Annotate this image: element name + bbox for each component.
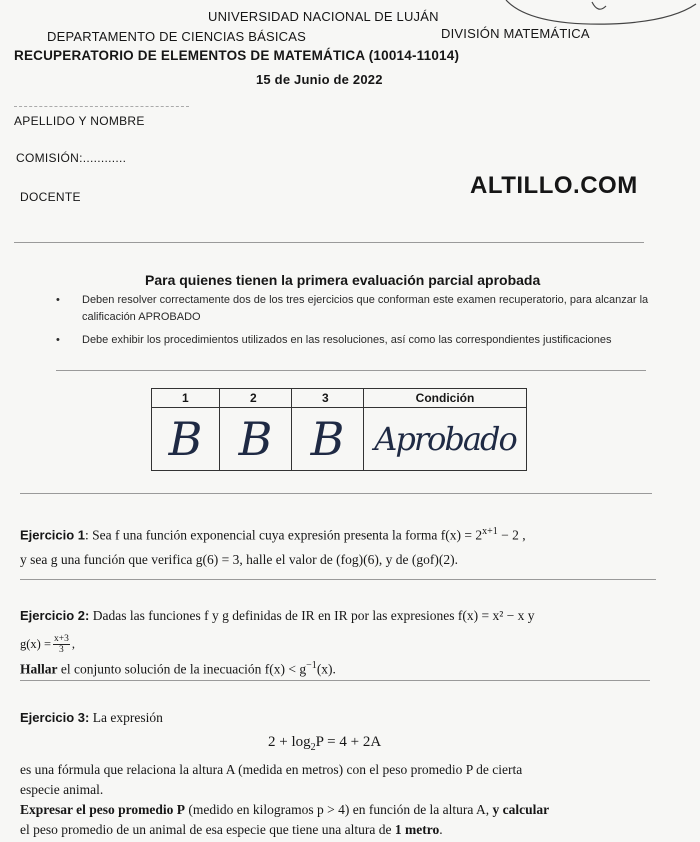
exercise-2-inverse: −1 bbox=[306, 660, 317, 671]
exercise-3-text-5-end: . bbox=[439, 822, 443, 837]
bullet-icon: • bbox=[56, 334, 60, 346]
instructions-heading: Para quienes tienen la primera evaluación parcial aprobada bbox=[145, 272, 541, 288]
exercise-3-bold-b: y calcular bbox=[492, 802, 550, 817]
exercise-3-bold-a: Expresar el peso promedio P bbox=[20, 802, 185, 817]
exercise-3-text-2: es una fórmula que relaciona la altura A (medida en metros) con el peso promedio P de cierta bbox=[20, 762, 523, 777]
exercise-2-rule bbox=[20, 680, 650, 681]
watermark-text: ALTILLO.COM bbox=[470, 172, 638, 199]
grade-cell-2: B bbox=[220, 408, 292, 471]
exercise-2-g-suffix: , bbox=[71, 637, 75, 651]
grade-header-2: 2 bbox=[220, 389, 292, 408]
instruction-item bbox=[56, 332, 651, 349]
exercise-2-text: Dadas las funciones f y g definidas de IR en IR por las expresiones f(x) = x² − x y bbox=[89, 608, 535, 623]
exercise-3-mid: (medido en kilogramos p > 4) en función de la altura A, bbox=[185, 802, 493, 817]
instruction-item bbox=[56, 292, 651, 326]
bullet-icon: • bbox=[56, 294, 60, 306]
division-name: DIVISIÓN MATEMÁTICA bbox=[441, 26, 590, 41]
exercise-1-rule bbox=[20, 579, 656, 580]
grades-table bbox=[151, 388, 527, 471]
exercise-2-text-3-end: (x). bbox=[316, 661, 336, 677]
exercise-3-text: La expresión bbox=[89, 710, 163, 725]
exercise-3-bold-c: 1 metro bbox=[394, 822, 440, 837]
exercise-1-text-end: − 2 , bbox=[497, 527, 526, 543]
exercise-1-text-2: y sea g una función que verifica g(6) = 3, halle el valor de (fog)(6), y de (gof)(2). bbox=[20, 551, 458, 567]
exercise-3 bbox=[20, 706, 690, 842]
exercise-1-lead: Ejercicio 1 bbox=[20, 527, 86, 543]
instruction-text: Debe exhibir los procedimientos utilizados en las resoluciones, así como las correspondientes justificaciones bbox=[82, 334, 612, 346]
instruction-text: Deben resolver correctamente dos de los tres ejercicios que conforman este examen recuperatorio, para alcanzar la calificación APROBADO bbox=[82, 294, 649, 323]
exercise-1 bbox=[20, 520, 670, 572]
exercise-2-g-prefix: g(x) = bbox=[20, 637, 51, 651]
fields-top-rule bbox=[14, 106, 189, 107]
teacher-field-label: DOCENTE bbox=[20, 190, 81, 204]
grade-header-1: 1 bbox=[152, 389, 220, 408]
department-name: DEPARTAMENTO DE CIENCIAS BÁSICAS bbox=[47, 29, 306, 44]
fraction-numerator: x+3 bbox=[54, 633, 69, 644]
table-rule bbox=[20, 493, 652, 494]
grade-cell-3: B bbox=[292, 408, 364, 471]
exercise-3-text-3: especie animal. bbox=[20, 782, 104, 797]
exercise-3-formula: $2 + \log_2P = 4 + 2A$ bbox=[268, 734, 382, 753]
university-name: UNIVERSIDAD NACIONAL DE LUJÁN bbox=[208, 9, 439, 24]
exercise-3-text-5: el peso promedio de un animal de esa especie que tiene una altura de bbox=[20, 822, 395, 837]
exercise-2-lead: Ejercicio 2: bbox=[20, 608, 90, 623]
surname-field-label: APELLIDO Y NOMBRE bbox=[14, 114, 145, 128]
exercise-2-text-3: el conjunto solución de la inecuación f(x) < g bbox=[57, 661, 307, 677]
grade-cell-1: B bbox=[152, 408, 220, 471]
exercise-1-exponent: x+1 bbox=[482, 526, 498, 537]
fraction-denominator: 3 bbox=[59, 644, 64, 655]
exercise-2-hallar: Hallar bbox=[20, 661, 58, 677]
exercise-3-lead: Ejercicio 3: bbox=[20, 710, 90, 725]
exercise-2 bbox=[20, 604, 680, 682]
instructions-rule bbox=[56, 370, 646, 371]
exam-date: 15 de Junio de 2022 bbox=[256, 72, 383, 87]
commission-field-label: COMISIÓN:............ bbox=[16, 151, 127, 165]
fields-bottom-rule bbox=[14, 242, 644, 243]
stamp-mark bbox=[500, 0, 700, 32]
condition-header: Condición bbox=[364, 389, 527, 408]
condition-cell: Aprobado bbox=[364, 408, 527, 471]
exam-title: RECUPERATORIO DE ELEMENTOS DE MATEMÁTICA (10014-11014) bbox=[14, 48, 460, 63]
grade-header-3: 3 bbox=[292, 389, 364, 408]
exercise-2-fraction bbox=[53, 634, 70, 655]
exercise-1-text: : Sea f una función exponencial cuya expresión presenta la forma f(x) = 2 bbox=[85, 527, 483, 543]
